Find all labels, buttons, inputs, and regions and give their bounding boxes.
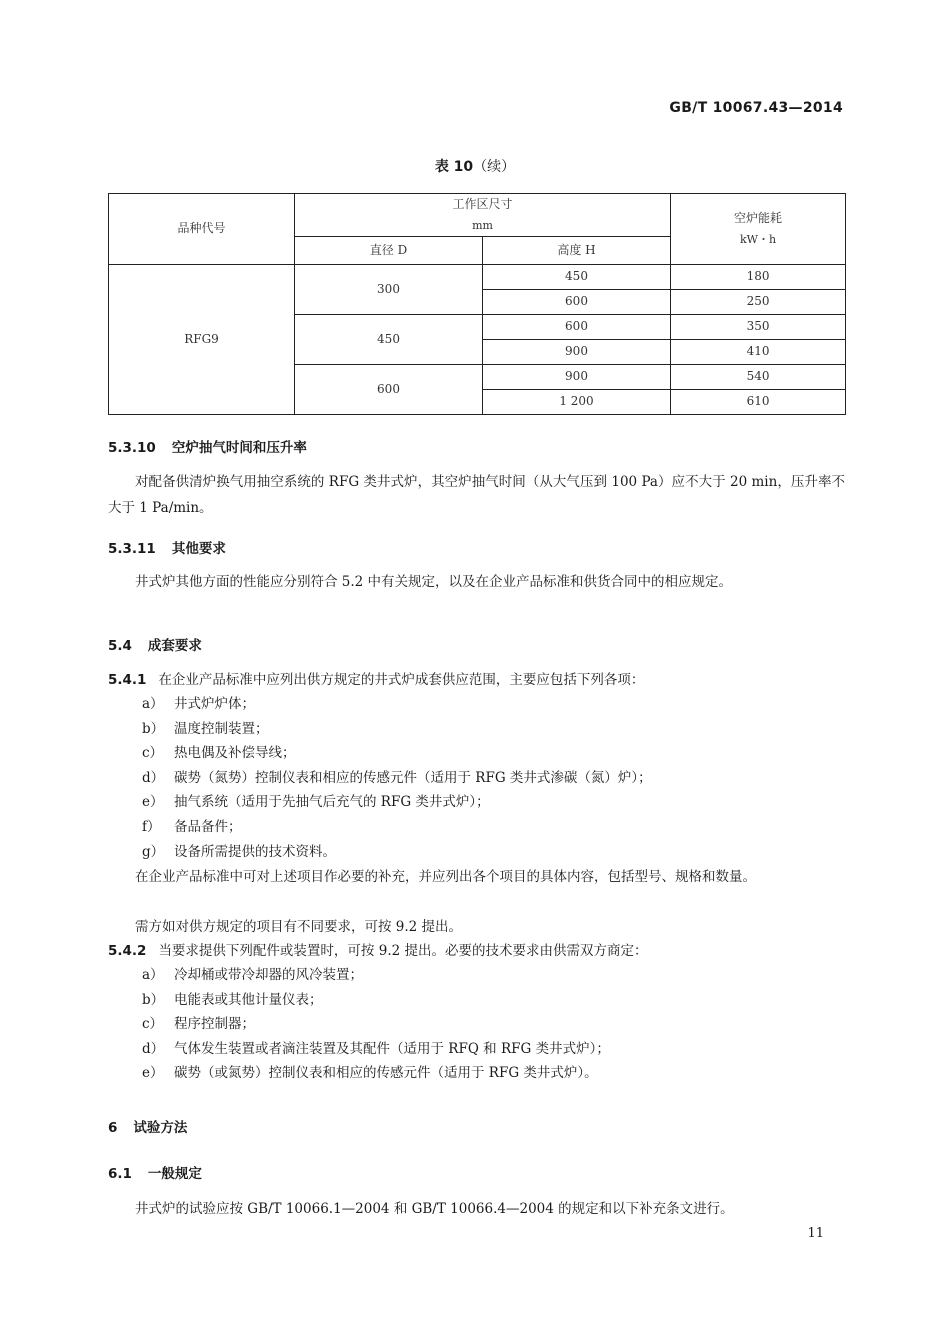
list-item: [142, 1061, 610, 1086]
list-item-label: c）: [142, 745, 164, 762]
header-height: 高度 H: [483, 237, 671, 265]
page-number: 11: [807, 1226, 824, 1241]
cell-energy: 350: [671, 315, 846, 340]
section-title: 成套要求: [147, 638, 202, 654]
cell-model: RFG9: [109, 265, 295, 415]
energy-table: [108, 193, 846, 415]
clause-number: 5.4.2: [108, 943, 147, 959]
cell-diameter: 450: [295, 315, 483, 365]
clause-5-4-2: [108, 939, 648, 964]
clause-text: 在企业产品标准中应列出供方规定的井式炉成套供应范围，主要应包括下列各项：: [158, 672, 645, 688]
list-item-text: 温度控制装置；: [174, 720, 269, 737]
list-item-label: b）: [142, 720, 165, 737]
cell-energy: 250: [671, 290, 846, 315]
cell-height: 1 200: [483, 390, 671, 415]
list-item-label: a）: [142, 696, 164, 712]
header-workzone: [295, 194, 671, 237]
table-caption-number: 表 10: [434, 159, 474, 175]
clause-text: 当要求提供下列配件或装置时，可按 9.2 提出。必要的技术要求由供需双方商定：: [158, 943, 648, 959]
list-item-text: 电能表或其他计量仪表；: [174, 991, 323, 1008]
paragraph-6-1: 井式炉的试验应按 GB/T 10066.1—2004 和 GB/T 10066.4—2004 的规定和以下补充条文进行。: [135, 1201, 734, 1217]
section-heading-5-4: [108, 634, 202, 654]
list-item-text: 设备所需提供的技术资料。: [174, 843, 336, 860]
list-item-label: e）: [142, 1065, 164, 1082]
cell-diameter: 300: [295, 265, 483, 315]
section-title: 其他要求: [171, 541, 226, 557]
cell-energy: 610: [671, 390, 846, 415]
section-title: 空炉抽气时间和压升率: [171, 440, 307, 456]
cell-energy: 410: [671, 340, 846, 365]
list-item-label: d）: [142, 769, 165, 786]
section-title: 试验方法: [133, 1120, 188, 1136]
paragraph-5-3-10: 对配备供清炉换气用抽空系统的 RFG 类井式炉，其空炉抽气时间（从大气压到 100 Pa）应不大于 20 min，压升率不大于 1 Pa/min。: [108, 474, 845, 516]
section-title: 一般规定: [147, 1166, 202, 1182]
list-item: [142, 692, 652, 717]
list-item-text: 热电偶及补偿导线；: [174, 745, 296, 762]
section-number: 6.1: [108, 1166, 132, 1182]
list-item: [142, 840, 652, 865]
section-number: 6: [108, 1120, 118, 1136]
list-item-text: 抽气系统（适用于先抽气后充气的 RFG 类井式炉）；: [174, 794, 490, 811]
list-item-label: c）: [142, 1016, 164, 1033]
cell-diameter: 600: [295, 365, 483, 415]
list-item-label: f）: [142, 818, 161, 835]
paragraph-5-4-1-supplement: 在企业产品标准中可对上述项目作必要的补充，并应列出各个项目的具体内容，包括型号、规格和数量。: [135, 869, 756, 885]
header-model: 品种代号: [109, 194, 295, 265]
list-item: [142, 1012, 610, 1037]
list-5-4-1: [142, 692, 652, 864]
header-workzone-label: 工作区尺寸: [452, 197, 513, 212]
cell-height: 450: [483, 265, 671, 290]
list-item-text: 程序控制器；: [174, 1016, 255, 1033]
list-item: [142, 988, 610, 1013]
list-item-text: 碳势（或氮势）控制仪表和相应的传感元件（适用于 RFG 类井式炉）。: [174, 1065, 598, 1082]
cell-height: 900: [483, 340, 671, 365]
table-caption-cont: （续）: [473, 159, 516, 175]
cell-energy: 540: [671, 365, 846, 390]
section-heading-5-3-10: [108, 436, 307, 456]
section-heading-6-1: [108, 1162, 202, 1182]
cell-height: 900: [483, 365, 671, 390]
clause-5-4-1: [108, 668, 644, 693]
list-item: [142, 1037, 610, 1062]
list-item: [142, 766, 652, 791]
cell-height: 600: [483, 315, 671, 340]
list-item-text: 备品备件；: [174, 818, 242, 835]
header-energy-unit: kW・h: [739, 232, 777, 246]
list-5-4-2: [142, 963, 610, 1086]
section-number: 5.3.10: [108, 440, 156, 456]
section-number: 5.4: [108, 638, 132, 654]
header-energy-label: 空炉能耗: [734, 211, 783, 226]
list-item-text: 气体发生装置或者滴注装置及其配件（适用于 RFQ 和 RFG 类井式炉）；: [174, 1040, 610, 1057]
list-item-text: 冷却桶或带冷却器的风冷装置；: [174, 967, 363, 983]
header-diameter: 直径 D: [295, 237, 483, 265]
header-workzone-unit: mm: [472, 218, 493, 232]
header-energy: [671, 194, 846, 265]
table-caption: [0, 156, 950, 176]
cell-height: 600: [483, 290, 671, 315]
paragraph-5-3-11: 井式炉其他方面的性能应分别符合 5.2 中有关规定，以及在企业产品标准和供货合同中的相应规定。: [135, 574, 733, 590]
list-item: [142, 717, 652, 742]
paragraph-5-4-1-request: 需方如对供方规定的项目有不同要求，可按 9.2 提出。: [135, 919, 463, 935]
list-item: [142, 790, 652, 815]
list-item: [142, 741, 652, 766]
list-item-label: b）: [142, 991, 165, 1008]
list-item-label: d）: [142, 1040, 165, 1057]
cell-energy: 180: [671, 265, 846, 290]
standard-number: GB/T 10067.43—2014: [669, 100, 843, 116]
section-heading-6: [108, 1116, 187, 1136]
list-item-text: 碳势（氮势）控制仪表和相应的传感元件（适用于 RFG 类井式渗碳（氮）炉）；: [174, 769, 652, 786]
list-item-label: e）: [142, 794, 164, 811]
list-item-label: g）: [142, 843, 165, 860]
list-item-label: a）: [142, 967, 164, 983]
section-heading-5-3-11: [108, 537, 226, 557]
section-number: 5.3.11: [108, 541, 156, 557]
clause-number: 5.4.1: [108, 672, 147, 688]
list-item: [142, 963, 610, 988]
list-item: [142, 815, 652, 840]
list-item-text: 井式炉炉体；: [174, 696, 255, 712]
